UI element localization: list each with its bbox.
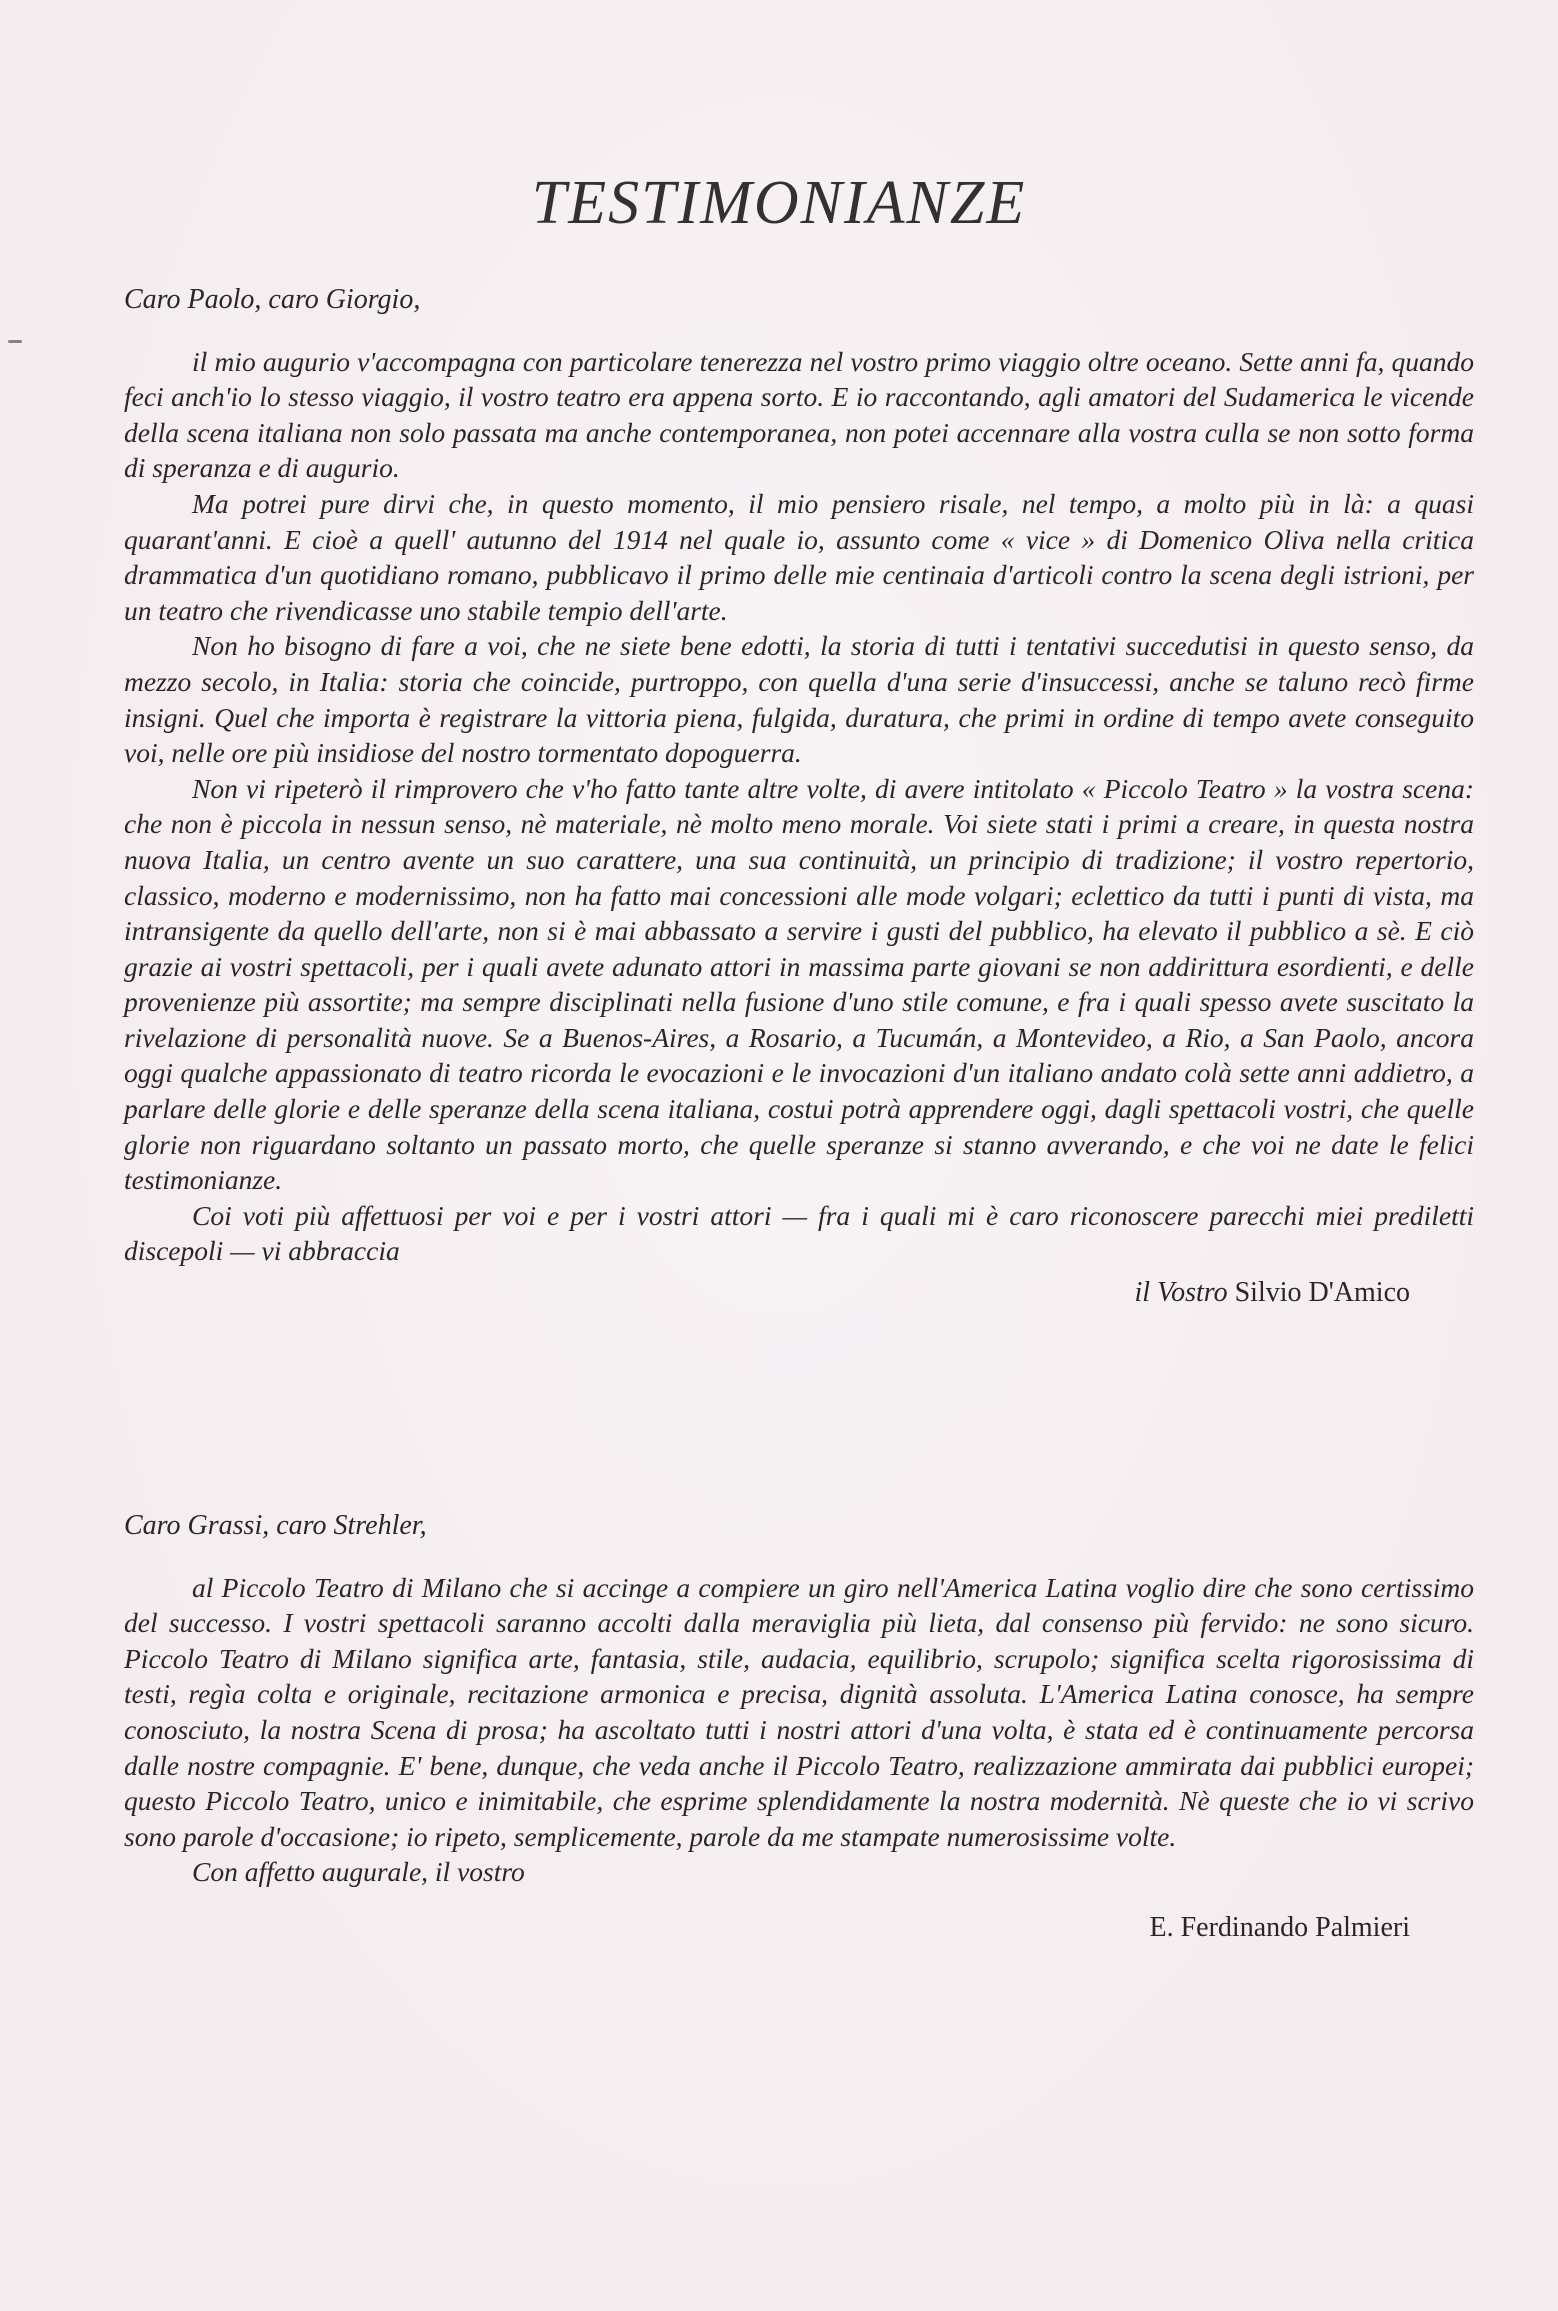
letter1-paragraph: Non ho bisogno di fare a voi, che ne siete bene edotti, la storia di tutti i tentativi succedutisi in questo senso, da mezzo secolo, in Italia: storia che coincide, purtroppo, con quella d'una serie d'insuccessi, anche se taluno recò firme insigni. Quel che importa è registrare la vittoria piena, fulgida, duratura, che primi in ordine di tempo avete conseguito voi, nelle ore più insidiose del nostro tormentato dopoguerra. [124,630,1474,769]
letter1-salutation: Caro Paolo, caro Giorgio, [124,284,421,315]
letter-damico [124,282,1474,1311]
letter2-signature-name: E. Ferdinando Palmieri [1149,1911,1410,1943]
letter1-paragraph: Ma potrei pure dirvi che, in questo momento, il mio pensiero risale, nel tempo, a molto più in là: a quasi quarant'anni. E cioè a quell' autunno del 1914 nel quale io, assunto come « vice » di Domenico Oliva nella critica drammatica d'un quotidiano romano, pubblicavo il primo delle mie centinaia d'articoli contro la scena degli istrioni, per un teatro che rivendicasse uno stabile tempio dell'arte. [124,487,1474,626]
letter2-salutation: Caro Grassi, caro Strehler, [124,1510,427,1541]
letter1-signature-name: Silvio D'Amico [1234,1277,1410,1309]
letter2-paragraph: al Piccolo Teatro di Milano che si accinge a compiere un giro nell'America Latina voglio dire che sono certissimo del successo. I vostri spettacoli saranno accolti dalla meraviglia più lieta, dal consenso più fervido: ne sono sicuro. Piccolo Teatro di Milano significa arte, fantasia, stile, audacia, equilibrio, scrupolo; significa scelta rigorosissima di testi, regìa colta e originale, recitazione armonica e precisa, dignità assoluta. L'America Latina conosce, ha sempre conosciuto, la nostra Scena di prosa; ha ascoltato tutti i nostri attori d'una volta, è stata ed è continuamente percorsa dalle nostre compagnie. E' bene, dunque, che veda anche il Piccolo Teatro, realizzazione ammirata dai pubblici europei; questo Piccolo Teatro, unico e inimitabile, che esprime splendidamente la nostra modernità. Nè queste che io vi scrivo sono parole d'occasione; io ripeto, semplicemente, parole da me stampate numerosissime volte. [124,1571,1474,1852]
margin-mark [8,340,22,343]
letter1-paragraph: Non vi ripeterò il rimprovero che v'ho fatto tante altre volte, di avere intitolato « Piccolo Teatro » la vostra scena: che non è piccola in nessun senso, nè materiale, nè molto meno morale. Voi siete stati i primi a creare, in questa nostra nuova Italia, un centro avente un suo carattere, una sua continuità, un principio di tradizione; il vostro repertorio, classico, moderno e modernissimo, non ha fatto mai concessioni alle mode volgari; eclettico da tutti i punti di vista, ma intransigente da quello dell'arte, non si è mai abbassato a servire i gusti del pubblico, ha elevato il pubblico a sè. E ciò grazie ai vostri spettacoli, per i quali avete adunato attori in massima parte giovani se non addirittura esordienti, e delle provenienze più assortite; ma sempre disciplinati nella fusione d'uno stile comune, e fra i quali spesso avete suscitato la rivelazione di personalità nuove. Se a Buenos-Aires, a Rosario, a Tucumán, a Montevideo, a Rio, a San Paolo, ancora oggi qualche appassionato di teatro ricorda le evocazioni e le invocazioni d'un italiano andato colà sette anni addietro, a parlare delle glorie e delle speranze della scena italiana, costui potrà apprendere oggi, dagli spettacoli vostri, che quelle glorie non riguardano soltanto un passato morto, che quelle speranze si stanno avverando, e che voi ne date le felici testimonianze. [124,772,1474,1196]
letter2-closing: Con affetto augurale, il vostro [192,1856,525,1888]
letter2-signature [124,1910,1410,1946]
letter1-paragraph: il mio augurio v'accompagna con particolare tenerezza nel vostro primo viaggio oltre oceano. Sette anni fa, quando feci anch'io lo stesso viaggio, il vostro teatro era appena sorto. E io raccontando, agli amatori del Sudamerica le vicende della scena italiana non solo passata ma anche contemporanea, non potei accennare alla vostra culla se non sotto forma di speranza e di augurio. [124,345,1474,484]
letter1-signature [124,1275,1410,1311]
letter1-paragraph: Coi voti più affettuosi per voi e per i vostri attori — fra i quali mi è caro riconoscere parecchi miei prediletti discepoli — vi abbraccia [124,1199,1474,1267]
page-title: TESTIMONIANZE [531,169,1027,237]
letter1-signature-prefix: il Vostro [1134,1277,1228,1309]
letter-palmieri [124,1508,1474,1946]
